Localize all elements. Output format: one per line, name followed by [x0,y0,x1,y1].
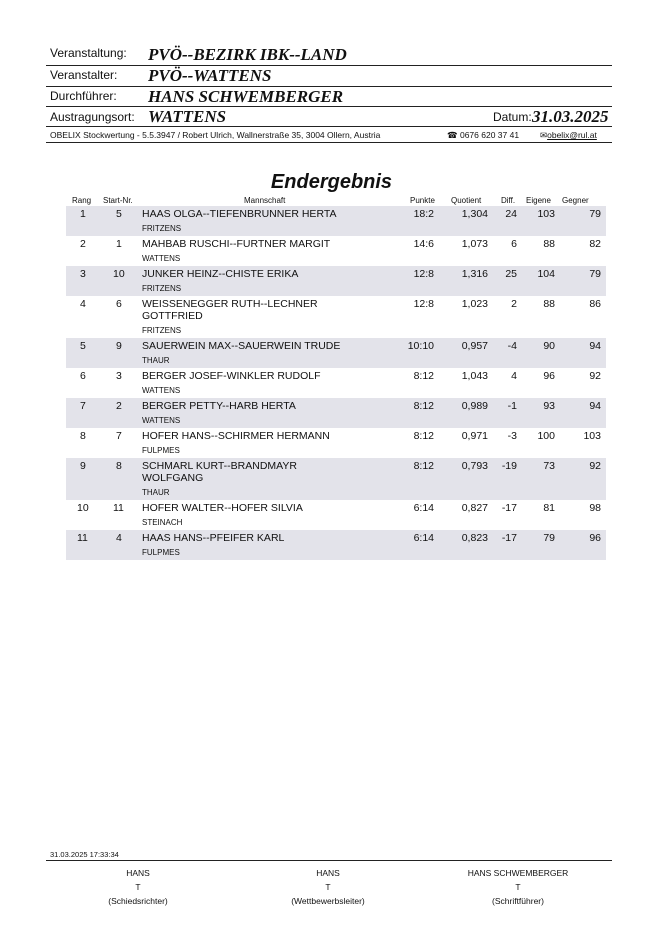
eigene-cell: 104 [537,268,555,280]
club-cell: WATTENS [142,416,181,425]
col-team: Mannschaft [244,196,286,205]
diff-cell: 6 [511,238,517,250]
col-rang: Rang [72,196,92,205]
punkte-cell: 12:8 [413,268,434,280]
punkte-cell: 12:8 [413,298,434,310]
gegner-cell: 92 [589,370,601,382]
rang-cell: 9 [80,460,86,472]
club-cell: FRITZENS [142,284,182,293]
print-timestamp: 31.03.2025 17:33:34 [50,850,119,859]
club-cell: WATTENS [142,254,181,263]
table-row [66,398,606,428]
punkte-cell: 14:6 [413,238,434,250]
start-cell: 9 [116,340,122,352]
signature-name: HANS [316,868,340,878]
punkte-cell: 18:2 [413,208,434,220]
club-cell: THAUR [142,488,170,497]
label-veranstaltung: Veranstaltung: [50,46,127,60]
software-info: OBELIX Stockwertung - 5.5.3947 / Robert Ulrich, Wallnerstraße 35, 3004 Ollern, Austria [50,130,381,140]
quotient-cell: 0,793 [461,460,488,472]
gegner-cell: 94 [589,400,601,412]
table-row [66,236,606,266]
rang-cell: 7 [80,400,86,412]
phone-info [447,130,519,141]
gegner-cell: 79 [589,208,601,220]
rang-cell: 5 [80,340,86,352]
table-row [66,428,606,458]
gegner-cell: 98 [589,502,601,514]
team-cell: HOFER HANS--SCHIRMER HERMANN [142,430,330,442]
table-row [66,500,606,530]
team-cell: MAHBAB RUSCHI--FURTNER MARGIT [142,238,331,250]
label-austragungsort: Austragungsort: [50,110,135,124]
diff-cell: 25 [505,268,517,280]
start-cell: 7 [116,430,122,442]
team-cell: SAUERWEIN MAX--SAUERWEIN TRUDE [142,340,341,352]
footer-rule [46,860,612,861]
gegner-cell: 94 [589,340,601,352]
punkte-cell: 8:12 [413,400,434,412]
quotient-cell: 1,073 [461,238,488,250]
signature-line2: T [325,882,331,892]
quotient-cell: 1,023 [461,298,488,310]
phone-icon: ☎ [447,130,458,140]
table-row [66,368,606,398]
punkte-cell: 8:12 [413,460,434,472]
envelope-icon: ✉ [540,130,548,140]
club-cell: STEINACH [142,518,183,527]
signature-line2: T [135,882,141,892]
signature-schriftfuehrer [448,866,588,908]
rang-cell: 3 [80,268,86,280]
team-cell: JUNKER HEINZ--CHISTE ERIKA [142,268,299,280]
eigene-cell: 100 [537,430,555,442]
start-cell: 1 [116,238,122,250]
diff-cell: 4 [511,370,517,382]
gegner-cell: 96 [589,532,601,544]
label-veranstalter: Veranstalter: [50,68,118,82]
col-quotient: Quotient [451,196,482,205]
col-punkte: Punkte [410,196,435,205]
eigene-cell: 90 [543,340,555,352]
diff-cell: -19 [501,460,517,472]
header-rule [46,106,612,107]
rang-cell: 8 [80,430,86,442]
label-durchfuehrer: Durchführer: [50,89,117,103]
col-eigene: Eigene [526,196,551,205]
gegner-cell: 82 [589,238,601,250]
eigene-cell: 79 [543,532,555,544]
eigene-cell: 88 [543,298,555,310]
punkte-cell: 10:10 [407,340,434,352]
signature-name: HANS SCHWEMBERGER [467,868,569,878]
quotient-cell: 1,043 [461,370,488,382]
club-cell: FULPMES [142,548,180,557]
team-cell: BERGER JOSEF-WINKLER RUDOLF [142,370,321,382]
date-value: 31.03.2025 [532,107,609,126]
start-cell: 8 [116,460,122,472]
eigene-cell: 103 [537,208,555,220]
eigene-cell: 96 [543,370,555,382]
signature-role: (Wettbewerbsleiter) [291,896,365,906]
info-rule [46,142,612,143]
diff-cell: -17 [501,532,517,544]
club-cell: FRITZENS [142,224,182,233]
value-veranstalter: PVÖ--WATTENS [148,66,272,85]
phone-number: 0676 620 37 41 [459,130,520,140]
punkte-cell: 8:12 [413,370,434,382]
club-cell: FULPMES [142,446,180,455]
email-link[interactable]: obelix@rul.at [547,130,597,140]
start-cell: 3 [116,370,122,382]
quotient-cell: 0,971 [461,430,488,442]
eigene-cell: 88 [543,238,555,250]
team-cell: SCHMARL KURT--BRANDMAYR WOLFGANG [142,460,297,484]
value-durchfuehrer: HANS SCHWEMBERGER [148,87,344,106]
start-cell: 2 [116,400,122,412]
signature-schiedsrichter [78,866,198,908]
punkte-cell: 6:14 [413,532,434,544]
start-cell: 11 [113,502,124,514]
team-cell: HAAS OLGA--TIEFENBRUNNER HERTA [142,208,337,220]
signature-wettbewerbsleiter [268,866,388,908]
signature-role: (Schriftführer) [492,896,544,906]
col-gegner: Gegner [562,196,589,205]
table-row [66,206,606,236]
table-row [66,296,606,338]
punkte-cell: 8:12 [413,430,434,442]
start-cell: 5 [116,208,122,220]
signature-role: (Schiedsrichter) [108,896,168,906]
start-cell: 4 [116,532,122,544]
eigene-cell: 93 [543,400,555,412]
value-veranstaltung: PVÖ--BEZIRK IBK--LAND [148,45,347,64]
quotient-cell: 1,304 [461,208,488,220]
signature-line2: T [515,882,521,892]
club-cell: WATTENS [142,386,181,395]
page-title: Endergebnis [270,171,393,193]
diff-cell: -17 [501,502,517,514]
email-info [540,130,597,141]
club-cell: THAUR [142,356,170,365]
table-row [66,530,606,560]
table-row [66,458,606,500]
gegner-cell: 86 [589,298,601,310]
header-rule [46,126,612,127]
value-austragungsort: WATTENS [148,107,227,126]
quotient-cell: 0,957 [461,340,488,352]
quotient-cell: 1,316 [461,268,488,280]
eigene-cell: 81 [543,502,555,514]
diff-cell: 2 [511,298,517,310]
eigene-cell: 73 [543,460,555,472]
diff-cell: -3 [507,430,517,442]
diff-cell: -4 [507,340,517,352]
start-cell: 6 [116,298,122,310]
start-cell: 10 [113,268,125,280]
rang-cell: 1 [80,208,86,220]
quotient-cell: 0,823 [461,532,488,544]
rang-cell: 6 [80,370,86,382]
signature-name: HANS [126,868,150,878]
team-cell: HAAS HANS--PFEIFER KARL [142,532,285,544]
punkte-cell: 6:14 [413,502,434,514]
diff-cell: 24 [505,208,517,220]
col-diff: Diff. [501,196,516,205]
team-cell: BERGER PETTY--HARB HERTA [142,400,296,412]
date-label: Datum: [493,110,532,124]
rang-cell: 11 [77,532,88,544]
club-cell: FRITZENS [142,326,182,335]
col-start: Start-Nr. [103,196,133,205]
table-row [66,266,606,296]
team-cell: WEISSENEGGER RUTH--LECHNER GOTTFRIED [142,298,318,322]
gegner-cell: 92 [589,460,601,472]
gegner-cell: 103 [583,430,601,442]
diff-cell: -1 [507,400,517,412]
header-rule [46,65,612,66]
rang-cell: 2 [80,238,86,250]
quotient-cell: 0,989 [461,400,488,412]
gegner-cell: 79 [589,268,601,280]
team-cell: HOFER WALTER--HOFER SILVIA [142,502,303,514]
rang-cell: 4 [80,298,86,310]
quotient-cell: 0,827 [461,502,488,514]
rang-cell: 10 [77,502,89,514]
table-row [66,338,606,368]
